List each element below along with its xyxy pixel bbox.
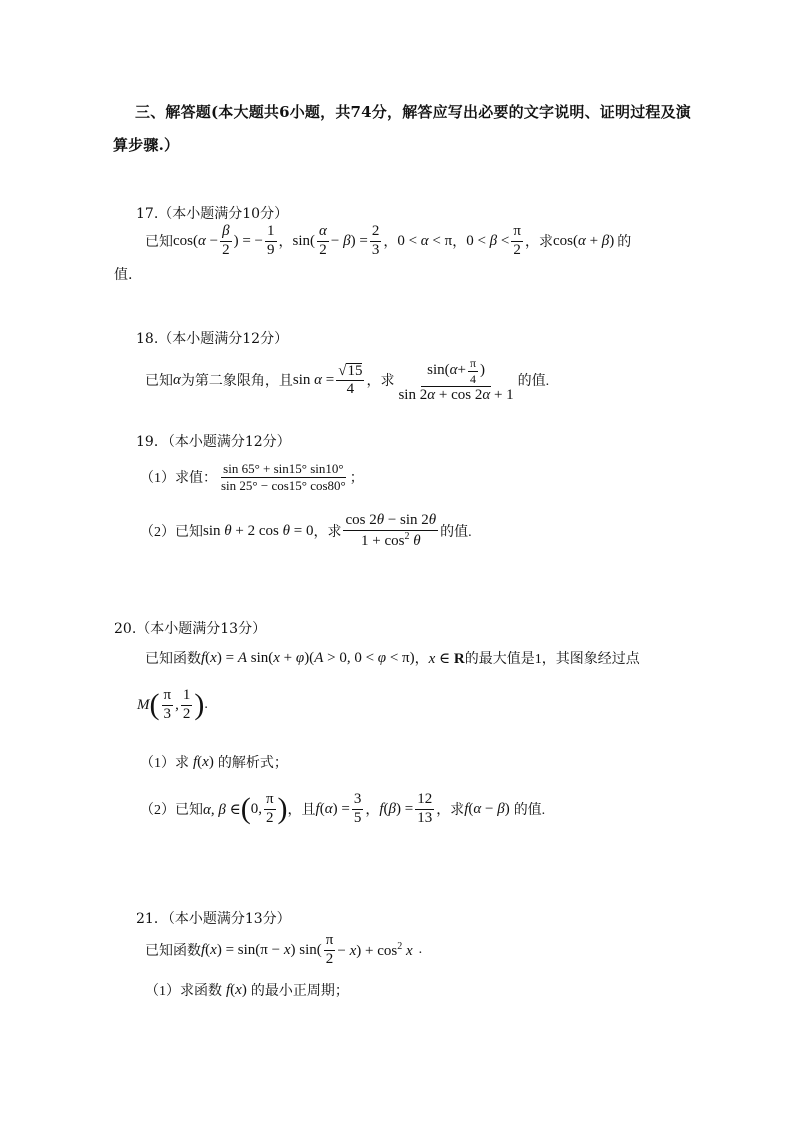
q17-statement: 已知 cos(α − $\frac{\beta}{2}$ ) = − $\frac{1}{9}$ ， sin( $\frac{\alpha}{2}$ − β) = $\frac{2}{3}$ ， 0 < α < π ， 0 < β < $\frac{\pi}{2}$ ，求 cos(α + β) 的 [145, 223, 632, 258]
q17-sep2: ， [383, 235, 398, 251]
q19-p2-sep: ，求 [313, 525, 342, 541]
q20-p2-frac-pi-2: $\frac{\pi}{2}$ [265, 791, 274, 826]
q19-p2-lead: （2）已知 [140, 525, 203, 541]
q20-p1-fx: f(x) [193, 753, 214, 770]
q17-sin-expr: sin( [292, 232, 316, 249]
q18-statement [145, 357, 549, 404]
q21-lead: 已知函数 [145, 944, 201, 960]
q20-lead: 已知函数 [145, 652, 201, 667]
section-heading-line2: 算步骤.） [113, 136, 180, 154]
q20-p1-tail: 的解析式； [217, 756, 288, 771]
q17-lead: 已知 [145, 235, 173, 251]
q17-sep3: ， [452, 235, 467, 251]
q20-sep: ， [414, 652, 429, 667]
q18-sin-alpha: sin α = [292, 371, 335, 388]
q20-part2: （2）已知 α, β ∈ ( 0, $\frac{\pi}{2}$ ) ，且 f(α) = $\frac{3}{5}$ ， f(β) = $\frac{12}{13}$ ，求 f(α − β) 的值. [140, 791, 546, 826]
q21-function: f(x) = sin(π − x) sin( [201, 941, 322, 958]
q18-tail: 的值. [517, 374, 550, 390]
q21-part1 [145, 980, 349, 1000]
q21-statement: 已知函数 f(x) = sin(π − x) sin( $\frac{\pi}{2}$ − $x) + \cos^2 x$ . [145, 932, 423, 967]
q20-p2-vars: α, β ∈ [203, 801, 241, 818]
q18-lead: 已知 [145, 374, 173, 390]
q20-domain: x ∈ R [428, 650, 465, 667]
q20-p2-frac-3-5: $\frac{3}{5}$ [353, 791, 362, 826]
q18-sep: ，求 [366, 374, 395, 390]
q17-frac-beta-2: $\frac{\beta}{2}$ [222, 223, 230, 258]
q20-p2-falpha: f(α) = [315, 800, 350, 817]
q18-big-frac: sin( α + $\frac{\pi}{4}$ ) sin 2α + cos 2α + 1 [398, 356, 514, 404]
q19-part1 [140, 462, 364, 492]
q20-frac-pi-3: $\frac{\pi}{3}$ [163, 687, 172, 722]
q17-line2: 值. [114, 267, 133, 283]
q20-point: M ( $\frac{\pi}{3}$ , $\frac{1}{2}$ ) . [137, 687, 208, 722]
section-heading-line1: 三、解答题(本大题共6小题，共74分，解答应写出必要的文字说明、证明过程及演 [135, 103, 692, 121]
q20-p2-lead: （2）已知 [140, 803, 203, 819]
q17-beta-range: 0 < β < [466, 232, 510, 249]
q20-p2-sep2: ， [365, 803, 380, 819]
q19-header: 19．（本小题满分12分） [136, 434, 291, 450]
q18-header: 18.（本小题满分12分） [136, 331, 289, 347]
q17-target: cos(α + β) [552, 232, 615, 249]
q20-p2-sep3: ，求 [436, 803, 465, 819]
q17-sep1: ， [278, 235, 293, 251]
q18-alpha: α [173, 371, 181, 388]
q19-part2 [140, 513, 472, 550]
q21-frac-pi-2: $\frac{\pi}{2}$ [325, 932, 334, 967]
q17-tail: 的 [617, 235, 632, 251]
q17-cos-expr: cos(α − [173, 232, 219, 249]
q20-point-end: . [204, 697, 208, 713]
q17-header: 17.（本小题满分10分） [136, 206, 289, 222]
q20-p2-fbeta: f(β) = [379, 800, 414, 817]
q17-frac-1-9: $\frac{1}{9}$ [267, 223, 275, 258]
q20-p1-lead: （1）求 [140, 756, 189, 771]
q20-point-label: M [137, 696, 150, 713]
q20-header: 20.（本小题满分13分） [114, 621, 267, 637]
q20-p2-sep1: ，且 [287, 803, 316, 819]
q21-end: . [418, 942, 423, 958]
q18-frac-sqrt15-4: $\frac{√15}{4}$ [338, 362, 363, 398]
q20-statement [145, 648, 640, 668]
q20-part1 [140, 752, 288, 772]
q20-function: f(x) = A sin(x + φ)(A > 0, 0 < φ < π) [201, 649, 415, 666]
q20-mid: 的最大值是1，其图象经过点 [464, 652, 640, 667]
q21-p1-tail: 的最小正周期； [250, 984, 349, 999]
q19-p1-tail: ； [349, 471, 364, 487]
q19-p1-frac: $\frac{\sin 65^\circ + \sin 15^\circ \sin 10^\circ}{\sin 25^\circ - \cos 15^\circ \cos 80^\circ}$ [221, 461, 346, 493]
q17-frac-alpha-2: $\frac{\alpha}{2}$ [319, 223, 327, 258]
q17-alpha-range: 0 < α < π [397, 232, 453, 249]
q21-header: 21．（本小题满分13分） [136, 911, 291, 927]
q17-sep4: ，求 [524, 235, 553, 251]
q21-p1-lead: （1）求函数 [145, 984, 222, 999]
q20-p2-tail: 的值. [513, 803, 546, 819]
q18-mid: 为第二象限角，且 [180, 374, 293, 390]
q19-p2-frac: $\frac{\cos 2\theta - \sin 2\theta}{1 + \cos^2 \theta}$ [345, 512, 437, 549]
q20-p2-frac-12-13: $\frac{12}{13}$ [417, 791, 433, 826]
q21-p1-fx: f(x) [226, 981, 247, 998]
q17-frac-2-3: $\frac{2}{3}$ [371, 223, 380, 258]
q19-p2-condition: sin θ + 2 cos θ = 0 [203, 522, 314, 539]
q19-p1-lead: （1）求值： [140, 471, 217, 487]
q20-p2-target: f(α − β) [464, 800, 510, 817]
q17-frac-pi-2: $\frac{\pi}{2}$ [513, 223, 521, 258]
q20-frac-1-2: $\frac{1}{2}$ [182, 687, 191, 722]
q19-p2-tail: 的值. [440, 525, 472, 541]
